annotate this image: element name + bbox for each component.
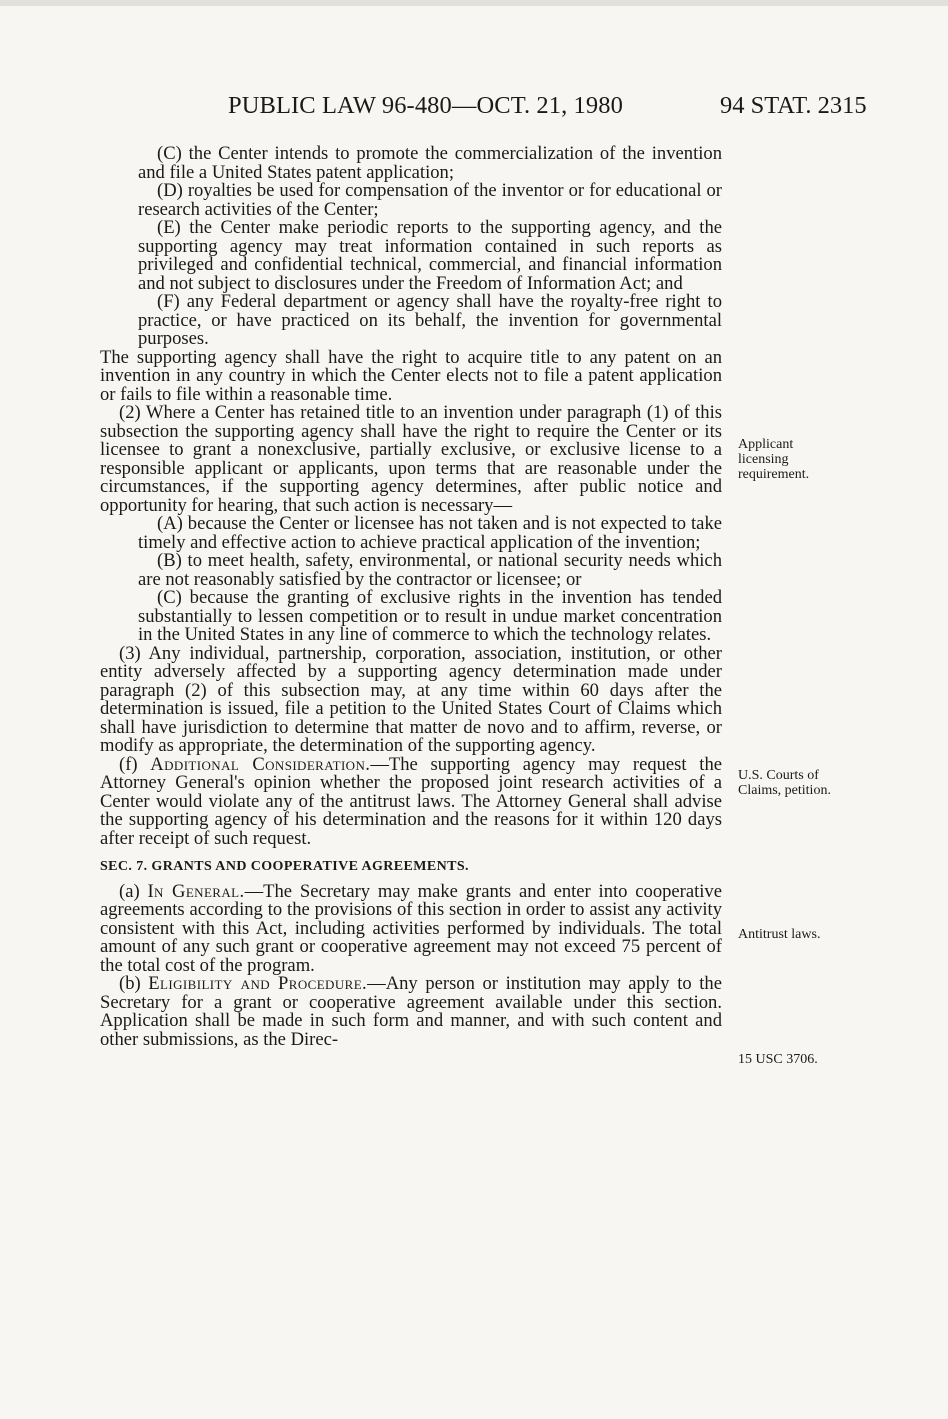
item-f: (F) any Federal department or agency shall have the royalty-free right to practice, or have practiced on its behalf, the invention for governmental purposes. xyxy=(138,291,722,349)
margin-note-courts: U.S. Courts of Claims, petition. xyxy=(738,768,831,798)
margin-note-antitrust: Antitrust laws. xyxy=(738,927,821,942)
subsection-b-heading: Eligibility and Procedure. xyxy=(148,973,368,994)
page-header xyxy=(0,92,948,132)
running-head-title: PUBLIC LAW 96-480—OCT. 21, 1980 xyxy=(228,92,623,119)
statute-page-number: 94 STAT. 2315 xyxy=(720,92,867,119)
subsection-f-label: (f) xyxy=(119,753,151,775)
subsection-b xyxy=(100,975,722,1049)
item-d: (D) royalties be used for compensation of the inventor or for educational or research activities of the Center; xyxy=(138,180,722,220)
subsection-f xyxy=(100,753,723,849)
item-e: (E) the Center make periodic reports to the supporting agency, and the supporting agency may treat information contained in such reports as privileged and confidential technical, commercial, and financial information and not subject to disclosures under the Freedom of Information Act; and xyxy=(138,217,722,294)
subsection-b-label: (b) xyxy=(119,973,149,994)
subsection-f-text: —The supporting agency may request the Attorney General's opinion whether the proposed joint research activities of a Center would violate any of the antitrust laws. The Attorney General shall advise the supporting agency of his determination and the reasons for it within 120 days after receipt of such request. xyxy=(100,753,723,849)
body-text xyxy=(100,145,722,1049)
margin-note-usc: 15 USC 3706. xyxy=(738,1052,818,1067)
item-c: (C) the Center intends to promote the commercialization of the invention and file a United States patent application; xyxy=(138,143,722,183)
subsection-a xyxy=(100,880,722,976)
subsection-a-label: (a) xyxy=(119,880,148,902)
paragraph-2-b: (B) to meet health, safety, environmental, or national security needs which are not reasonably satisfied by the contractor or licensee; or xyxy=(138,550,722,590)
subsection-a-text: —The Secretary may make grants and enter into cooperative agreements according to the provisions of this section in order to assist any activity consistent with this Act, including activities performed by individuals. The total amount of any such grant or cooperative agreement may not exceed 75 percent of the total cost of the program. xyxy=(100,880,722,976)
section-7-heading: SEC. 7. GRANTS AND COOPERATIVE AGREEMENTS. xyxy=(100,859,469,874)
paragraph-2-a: (A) because the Center or licensee has not taken and is not expected to take timely and effective action to achieve practical application of the invention; xyxy=(138,513,722,553)
subsection-a-heading: In General. xyxy=(147,880,245,902)
subsection-b-text: —Any person or institution may apply to the Secretary for a grant or cooperative agreement available under this section. Application shall be made in such form and manner, and with such content and other submissions, as the Direc- xyxy=(100,973,722,1050)
subsection-f-heading: Additional Consideration. xyxy=(150,753,371,775)
margin-note-applicant: Applicant licensing requirement. xyxy=(738,437,810,482)
paragraph-2: (2) Where a Center has retained title to an invention under paragraph (1) of this subsection the supporting agency shall have the right to require the Center or its licensee to grant a nonexclusive, partially exclusive, or exclusive license to a responsible applicant or applicants, upon terms that are reasonable under the circumstances, if the supporting agency determines, after public notice and opportunity for hearing, that such action is necessary— xyxy=(100,402,722,516)
paragraph-3: (3) Any individual, partnership, corporation, association, institution, or other entity adversely affected by a supporting agency determination made under paragraph (2) of this subsection may, at any time within 60 days after the determination is issued, file a petition to the United States Court of Claims which shall have jurisdiction to determine that matter de novo and to affirm, reverse, or modify as appropriate, the determination of the supporting agency. xyxy=(100,642,722,756)
paragraph-2-c: (C) because the granting of exclusive rights in the invention has tended substantially to lessen competition or to result in undue market concentration in the United States in any line of commerce to which the technology relates. xyxy=(138,587,722,645)
paragraph-supporting-agency: The supporting agency shall have the right to acquire title to any patent on an invention in any country in which the Center elects not to file a patent application or fails to file within a reasonable time. xyxy=(100,346,722,405)
